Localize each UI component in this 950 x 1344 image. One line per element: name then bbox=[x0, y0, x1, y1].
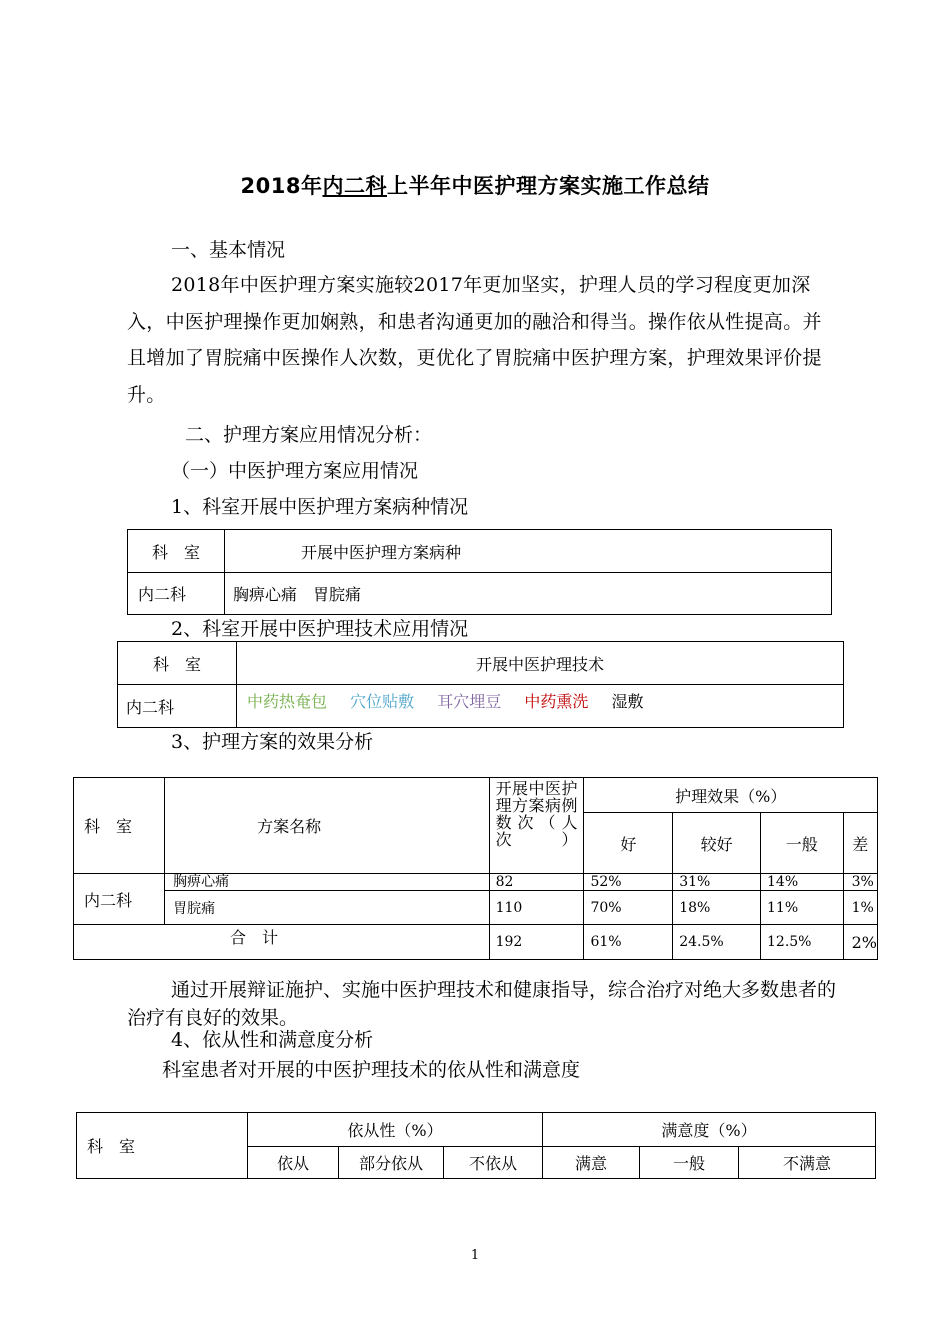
table3-cell: 1% bbox=[843, 891, 877, 925]
table3-cell: 110 bbox=[489, 891, 584, 925]
table3-cell: 61% bbox=[584, 925, 673, 960]
table2-dept: 内二科 bbox=[118, 685, 237, 728]
table1-dept: 内二科 bbox=[128, 573, 225, 615]
table4-header-satisfaction: 满意度（%） bbox=[543, 1113, 876, 1147]
table3-cell: 31% bbox=[673, 874, 761, 891]
table3-dept: 内二科 bbox=[74, 874, 165, 925]
title-dept: 内二科 bbox=[322, 174, 387, 198]
table3-header-better: 较好 bbox=[673, 813, 761, 874]
compliance-table bbox=[76, 1112, 876, 1179]
table3-cell: 11% bbox=[761, 891, 844, 925]
table3-cell: 胸痹心痛 bbox=[165, 874, 490, 891]
effect-paragraph: 通过开展辩证施护、实施中医护理技术和健康指导，综合治疗对绝大多数患者的治疗有良好的效果。 bbox=[127, 979, 837, 1029]
basic-paragraph: 2018年中医护理方案实施较2017年更加坚实，护理人员的学习程度更加深入，中医护理操作更加娴熟，和患者沟通更加的融洽和得当。操作依从性提高。并且增加了胃脘痛中医操作人次数，更优化了胃脘痛中医护理方案，护理效果评价提升。 bbox=[127, 274, 822, 406]
table3-total-label: 合 计 bbox=[74, 925, 490, 960]
table3-cell: 52% bbox=[584, 874, 673, 891]
document-title: 2018年内二科上半年中医护理方案实施工作总结 bbox=[240, 174, 710, 198]
table3-cell: 192 bbox=[489, 925, 584, 960]
tech-item: 中药熏洗 bbox=[524, 692, 589, 711]
table3-cell: 胃脘痛 bbox=[165, 891, 490, 925]
table3-header-dept: 科 室 bbox=[74, 778, 165, 874]
subsection-heading-application: （一）中医护理方案应用情况 bbox=[171, 460, 419, 482]
table3-cell: 2% bbox=[843, 925, 877, 960]
table4-header-partial: 部分依从 bbox=[339, 1147, 444, 1179]
table3-cell: 18% bbox=[673, 891, 761, 925]
effects-table bbox=[73, 777, 878, 960]
table2-header-techs: 开展中医护理技术 bbox=[237, 642, 844, 685]
table1-header-dept: 科 室 bbox=[128, 530, 225, 573]
tech-item: 中药热奄包 bbox=[247, 692, 328, 711]
table3-cell: 70% bbox=[584, 891, 673, 925]
table4-header-unsatisfied: 不满意 bbox=[739, 1147, 876, 1179]
table3-header-poor: 差 bbox=[843, 813, 877, 874]
table3-header-good: 好 bbox=[584, 813, 673, 874]
tech-item: 穴位贴敷 bbox=[350, 692, 415, 711]
tech-item: 湿敷 bbox=[611, 692, 644, 711]
table-row bbox=[74, 891, 878, 925]
table2-header-dept: 科 室 bbox=[118, 642, 237, 685]
table-row-total bbox=[74, 925, 878, 960]
item-heading-diseases: 1、科室开展中医护理方案病种情况 bbox=[171, 496, 469, 518]
table4-header-satisfied: 满意 bbox=[543, 1147, 640, 1179]
table2-techs bbox=[237, 685, 844, 728]
techs-table bbox=[117, 641, 844, 728]
table3-header-count: 开展中医护理方案病例数次（人次） bbox=[495, 779, 578, 849]
table4-header-compliance: 依从性（%） bbox=[248, 1113, 543, 1147]
tech-item: 耳穴埋豆 bbox=[437, 692, 502, 711]
compliance-subtitle: 科室患者对开展的中医护理技术的依从性和满意度 bbox=[162, 1059, 581, 1081]
item-heading-techs: 2、科室开展中医护理技术应用情况 bbox=[171, 618, 469, 640]
table3-cell: 24.5% bbox=[673, 925, 761, 960]
item-heading-effects: 3、护理方案的效果分析 bbox=[171, 731, 374, 753]
table3-header-normal: 一般 bbox=[761, 813, 844, 874]
table1-diseases: 胸痹心痛 胃脘痛 bbox=[225, 573, 832, 615]
table3-cell: 14% bbox=[761, 874, 844, 891]
table3-cell: 12.5% bbox=[761, 925, 844, 960]
table-row bbox=[74, 874, 878, 891]
page-number: 1 bbox=[470, 1248, 480, 1263]
diseases-table bbox=[127, 529, 832, 615]
table3-cell: 3% bbox=[843, 874, 877, 891]
section-heading-analysis: 二、护理方案应用情况分析： bbox=[185, 424, 433, 446]
table4-header-normal: 一般 bbox=[640, 1147, 739, 1179]
item-heading-compliance: 4、依从性和满意度分析 bbox=[171, 1029, 374, 1051]
table1-header-diseases: 开展中医护理方案病种 bbox=[225, 530, 832, 573]
table4-header-dept: 科 室 bbox=[77, 1113, 248, 1179]
section-heading-basic: 一、基本情况 bbox=[171, 239, 286, 261]
table4-header-comply: 依从 bbox=[248, 1147, 339, 1179]
table4-header-noncomply: 不依从 bbox=[444, 1147, 543, 1179]
table3-cell: 82 bbox=[489, 874, 584, 891]
table3-header-plan: 方案名称 bbox=[165, 778, 490, 874]
table3-header-effect: 护理效果（%） bbox=[584, 778, 878, 813]
